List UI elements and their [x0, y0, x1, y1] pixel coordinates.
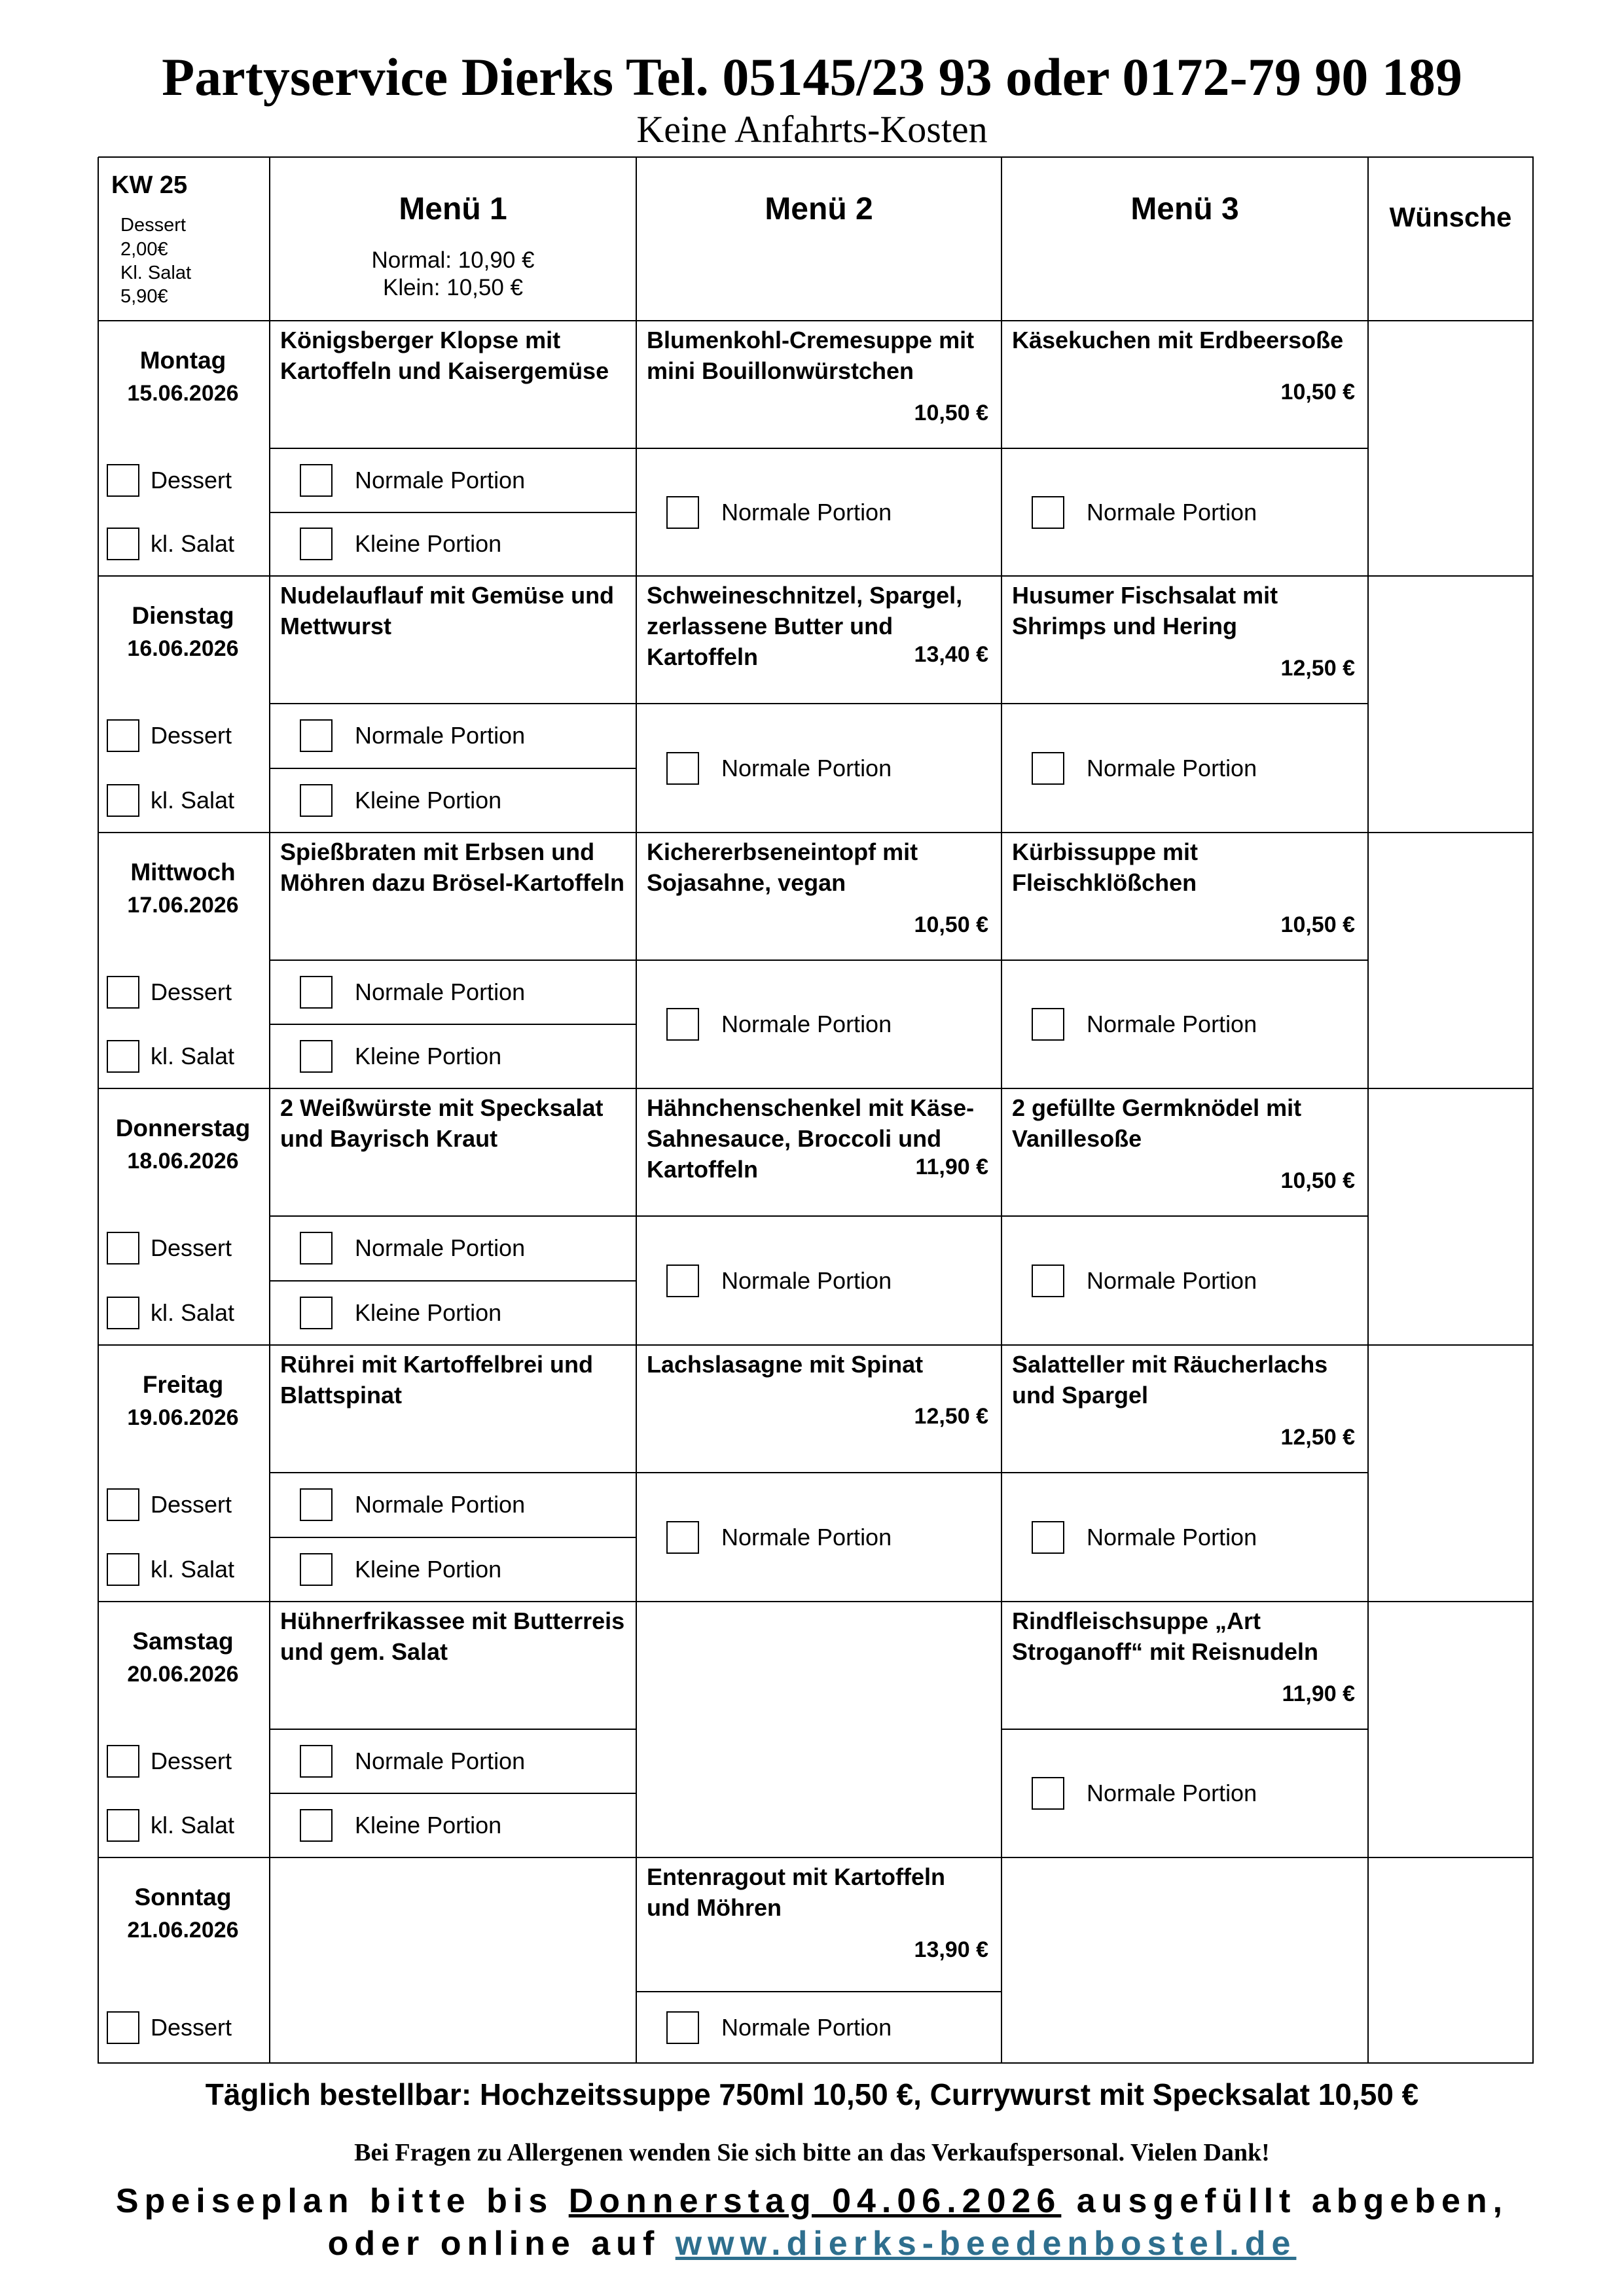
menu1-price-small: Klein: 10,50 €	[382, 275, 524, 300]
column-border	[636, 833, 637, 1089]
menu3-dish-name: 2 gefüllte Germknödel mit Vanillesoße	[1012, 1094, 1302, 1152]
menu2-dish-name: Kichererbseneintopf mit Sojasahne, vegan	[647, 838, 918, 896]
extras-price-dessert-value: 2,00€	[120, 239, 168, 260]
normal-portion-label: Normale Portion	[355, 466, 526, 493]
small-portion-label: Kleine Portion	[355, 1555, 502, 1583]
price-label: 12,50 €	[914, 1404, 988, 1429]
normal-portion-checkbox[interactable]	[666, 1265, 699, 1297]
day-row-border	[98, 832, 1534, 833]
menu1-dish-name: Nudelauflauf mit Gemüse und Mettwurst	[280, 582, 615, 639]
menu2-header: Menü 2	[765, 192, 873, 226]
portion-divider	[270, 768, 637, 769]
dish-divider	[1001, 960, 1369, 961]
dish-divider	[270, 448, 637, 449]
portion-divider	[270, 1537, 637, 1538]
normal-portion-label: Normale Portion	[355, 722, 526, 749]
page-subtitle: Keine Anfahrts-Kosten	[636, 108, 988, 151]
dish-divider	[270, 1472, 637, 1473]
menu1-dish-name: Königsberger Klopse mit Kartoffeln und Kaisergemüse	[280, 327, 609, 384]
day-name: Freitag	[142, 1371, 224, 1398]
small-portion-checkbox[interactable]	[300, 1553, 333, 1586]
menu2-dish-name: Hähnchenschenkel mit Käse-Sahnesauce, Broccoli und Kartoffeln	[647, 1094, 975, 1183]
table-border-right	[1532, 157, 1534, 2064]
normal-portion-checkbox[interactable]	[300, 1232, 333, 1265]
normal-portion-checkbox[interactable]	[1032, 1265, 1064, 1297]
salad-checkbox[interactable]	[107, 784, 139, 817]
price-label: 10,50 €	[1280, 912, 1355, 937]
day-row-border	[98, 575, 1534, 577]
wishes-header: Wünsche	[1389, 202, 1512, 232]
price-label: 12,50 €	[1280, 656, 1355, 681]
column-border	[1001, 576, 1002, 833]
price-label: 10,50 €	[914, 401, 988, 425]
small-portion-checkbox[interactable]	[300, 784, 333, 817]
menu2-dish-name: Schweineschnitzel, Spargel, zerlassene Butter und Kartoffeln	[647, 582, 963, 670]
dish-divider	[1001, 1729, 1369, 1730]
extras-price-salad-value: 5,90€	[120, 286, 168, 307]
day-date: 20.06.2026	[127, 1662, 239, 1687]
salad-label: kl. Salat	[151, 1299, 235, 1326]
website-link[interactable]: www.dierks-beedenbostel.de	[675, 2225, 1297, 2263]
dish-divider	[270, 1729, 637, 1730]
dessert-label: Dessert	[151, 1491, 232, 1518]
salad-checkbox[interactable]	[107, 1553, 139, 1586]
normal-portion-label: Normale Portion	[355, 1234, 526, 1262]
column-border	[636, 1088, 637, 1346]
menu2-dish-name: Lachslasagne mit Spinat	[647, 1351, 924, 1378]
menu1-dish-name: Hühnerfrikassee mit Butterreis und gem. Salat	[280, 1607, 625, 1665]
menu3-dish-name: Salatteller mit Räucherlachs und Spargel	[1012, 1351, 1328, 1408]
table-border-top	[98, 156, 1534, 158]
dish-divider	[270, 960, 637, 961]
column-border	[1367, 157, 1369, 2064]
day-date: 15.06.2026	[127, 381, 239, 406]
normal-portion-checkbox[interactable]	[1032, 496, 1064, 529]
dessert-label: Dessert	[151, 466, 232, 493]
normal-portion-label: Normale Portion	[1087, 1266, 1257, 1294]
normal-portion-label: Normale Portion	[1087, 498, 1257, 526]
day-name: Donnerstag	[115, 1115, 251, 1141]
price-label: 11,90 €	[915, 1155, 988, 1179]
salad-label: kl. Salat	[151, 1812, 235, 1839]
normal-portion-label: Normale Portion	[1087, 754, 1257, 781]
salad-label: kl. Salat	[151, 1043, 235, 1069]
dish-divider	[270, 703, 637, 704]
day-name: Sonntag	[134, 1884, 232, 1910]
dessert-checkbox[interactable]	[107, 719, 139, 752]
salad-checkbox[interactable]	[107, 1297, 139, 1329]
normal-portion-label: Normale Portion	[721, 498, 892, 526]
normal-portion-checkbox[interactable]	[666, 496, 699, 529]
normal-portion-checkbox[interactable]	[666, 752, 699, 785]
normal-portion-label: Normale Portion	[721, 1266, 892, 1294]
dish-divider	[1001, 448, 1369, 449]
menu1-dish-name: 2 Weißwürste mit Specksalat und Bayrisch Kraut	[280, 1094, 604, 1152]
normal-portion-checkbox[interactable]	[1032, 1777, 1064, 1810]
small-portion-checkbox[interactable]	[300, 1809, 333, 1842]
day-name: Dienstag	[132, 602, 234, 629]
salad-label: kl. Salat	[151, 786, 235, 814]
week-label: KW 25	[111, 171, 188, 199]
dish-divider	[636, 703, 1002, 704]
day-date: 19.06.2026	[127, 1405, 239, 1430]
price-label: 13,90 €	[914, 1937, 988, 1962]
column-border	[1001, 157, 1002, 321]
normal-portion-checkbox[interactable]	[300, 719, 333, 752]
normal-portion-label: Normale Portion	[355, 1491, 526, 1518]
day-name: Mittwoch	[130, 859, 236, 886]
dessert-checkbox[interactable]	[107, 1232, 139, 1265]
day-row-border	[98, 1088, 1534, 1089]
online-prefix: oder online auf	[327, 2225, 676, 2263]
column-border	[636, 576, 637, 833]
menu3-dish-name: Käsekuchen mit Erdbeersoße	[1012, 327, 1344, 353]
normal-portion-checkbox[interactable]	[300, 1745, 333, 1778]
menu2-dish-name: Blumenkohl-Cremesuppe mit mini Bouillonwürstchen	[647, 327, 975, 384]
salad-checkbox[interactable]	[107, 528, 139, 560]
price-label: 11,90 €	[1282, 1681, 1355, 1706]
normal-portion-checkbox[interactable]	[1032, 752, 1064, 785]
dessert-checkbox[interactable]	[107, 2011, 139, 2044]
normal-portion-checkbox[interactable]	[300, 1488, 333, 1521]
menu2-dish-name: Entenragout mit Kartoffeln und Möhren	[647, 1863, 945, 1921]
extras-price-salad: Kl. Salat	[120, 262, 191, 283]
small-portion-label: Kleine Portion	[355, 1043, 502, 1069]
table-border-left	[98, 157, 99, 2064]
normal-portion-checkbox[interactable]	[666, 1008, 699, 1041]
menu1-header: Menü 1	[399, 192, 507, 226]
dish-divider	[636, 448, 1002, 449]
dessert-label: Dessert	[151, 2013, 232, 2041]
small-portion-label: Kleine Portion	[355, 786, 502, 814]
column-border	[1001, 1088, 1002, 1346]
column-border	[1001, 833, 1002, 1089]
column-border	[636, 1602, 637, 1858]
price-label: 13,40 €	[914, 642, 988, 667]
extras-price-dessert: Dessert	[120, 215, 186, 236]
dessert-checkbox[interactable]	[107, 464, 139, 497]
dish-divider	[1001, 1472, 1369, 1473]
column-border	[636, 1345, 637, 1602]
dish-divider	[636, 1472, 1002, 1473]
normal-portion-checkbox[interactable]	[1032, 1521, 1064, 1554]
menu3-dish-name: Husumer Fischsalat mit Shrimps und Hering	[1012, 582, 1278, 639]
small-portion-checkbox[interactable]	[300, 528, 333, 560]
menu3-dish-name: Rindfleischsuppe „Art Stroganoff“ mit Reisnudeln	[1012, 1607, 1318, 1665]
dessert-label: Dessert	[151, 1748, 232, 1774]
normal-portion-label: Normale Portion	[721, 1523, 892, 1551]
table-border-bottom	[98, 2062, 1534, 2064]
deadline-date: Donnerstag 04.06.2026	[568, 2182, 1062, 2220]
day-date: 16.06.2026	[127, 636, 239, 661]
day-date: 18.06.2026	[127, 1149, 239, 1174]
deadline-suffix: ausgefüllt abgeben,	[1061, 2182, 1509, 2220]
normal-portion-label: Normale Portion	[721, 754, 892, 781]
dish-divider	[1001, 1215, 1369, 1217]
price-label: 12,50 €	[1280, 1425, 1355, 1450]
price-label: 10,50 €	[1280, 1168, 1355, 1193]
dish-divider	[1001, 703, 1369, 704]
dessert-checkbox[interactable]	[107, 976, 139, 1009]
header-row-border	[98, 320, 1534, 321]
dish-divider	[636, 960, 1002, 961]
salad-checkbox[interactable]	[107, 1040, 139, 1073]
small-portion-label: Kleine Portion	[355, 1299, 502, 1326]
deadline-note	[0, 2181, 1624, 2221]
normal-portion-checkbox[interactable]	[300, 976, 333, 1009]
price-label: 10,50 €	[914, 912, 988, 937]
menu1-dish-name: Spießbraten mit Erbsen und Möhren dazu Brösel-Kartoffeln	[280, 838, 625, 896]
normal-portion-checkbox[interactable]	[666, 1521, 699, 1554]
small-portion-label: Kleine Portion	[355, 530, 502, 558]
dessert-label: Dessert	[151, 1234, 232, 1262]
portion-divider	[270, 1793, 637, 1794]
menu3-dish-name: Kürbissuppe mit Fleischklößchen	[1012, 838, 1199, 896]
normal-portion-checkbox[interactable]	[300, 464, 333, 497]
column-border	[1001, 1857, 1002, 2064]
menu3-header: Menü 3	[1130, 192, 1239, 226]
day-row-border	[98, 1601, 1534, 1602]
column-border	[1001, 1602, 1002, 1858]
day-name: Montag	[139, 347, 226, 374]
column-border	[269, 157, 270, 2064]
day-date: 21.06.2026	[127, 1918, 239, 1943]
salad-checkbox[interactable]	[107, 1809, 139, 1842]
allergen-note: Bei Fragen zu Allergenen wenden Sie sich bitte an das Verkaufspersonal. Vielen Dank!	[354, 2139, 1270, 2166]
day-name: Samstag	[132, 1628, 234, 1655]
normal-portion-label: Normale Portion	[355, 978, 526, 1005]
day-row-border	[98, 1857, 1534, 1858]
day-date: 17.06.2026	[127, 893, 239, 918]
normal-portion-label: Normale Portion	[1087, 1011, 1257, 1037]
price-label: 10,50 €	[1280, 380, 1355, 404]
normal-portion-label: Normale Portion	[355, 1748, 526, 1774]
dessert-checkbox[interactable]	[107, 1745, 139, 1778]
deadline-prefix: Speiseplan bitte bis	[115, 2182, 569, 2220]
normal-portion-label: Normale Portion	[1087, 1780, 1257, 1806]
dessert-label: Dessert	[151, 722, 232, 749]
dish-divider	[636, 1991, 1002, 1992]
portion-divider	[270, 1280, 637, 1282]
portion-divider	[270, 1024, 637, 1025]
normal-portion-label: Normale Portion	[1087, 1523, 1257, 1551]
normal-portion-label: Normale Portion	[721, 2013, 892, 2041]
dessert-checkbox[interactable]	[107, 1488, 139, 1521]
menu1-dish-name: Rührei mit Kartoffelbrei und Blattspinat	[280, 1351, 594, 1408]
small-portion-checkbox[interactable]	[300, 1297, 333, 1329]
normal-portion-label: Normale Portion	[721, 1011, 892, 1037]
online-note	[0, 2224, 1624, 2263]
salad-label: kl. Salat	[151, 530, 235, 558]
normal-portion-checkbox[interactable]	[666, 2011, 699, 2044]
column-border	[636, 157, 637, 321]
day-row-border	[98, 1344, 1534, 1346]
salad-label: kl. Salat	[151, 1555, 235, 1583]
small-portion-checkbox[interactable]	[300, 1040, 333, 1073]
page-title: Partyservice Dierks Tel. 05145/23 93 oder 0172-79 90 189	[162, 47, 1462, 107]
portion-divider	[270, 512, 637, 513]
dish-divider	[270, 1215, 637, 1217]
dish-divider	[636, 1215, 1002, 1217]
small-portion-label: Kleine Portion	[355, 1812, 502, 1839]
normal-portion-checkbox[interactable]	[1032, 1008, 1064, 1041]
column-border	[1001, 1345, 1002, 1602]
menu1-price-normal: Normal: 10,90 €	[371, 247, 535, 273]
daily-offer: Täglich bestellbar: Hochzeitssuppe 750ml 10,50 €, Currywurst mit Specksalat 10,50 €	[205, 2077, 1419, 2111]
dessert-label: Dessert	[151, 978, 232, 1005]
